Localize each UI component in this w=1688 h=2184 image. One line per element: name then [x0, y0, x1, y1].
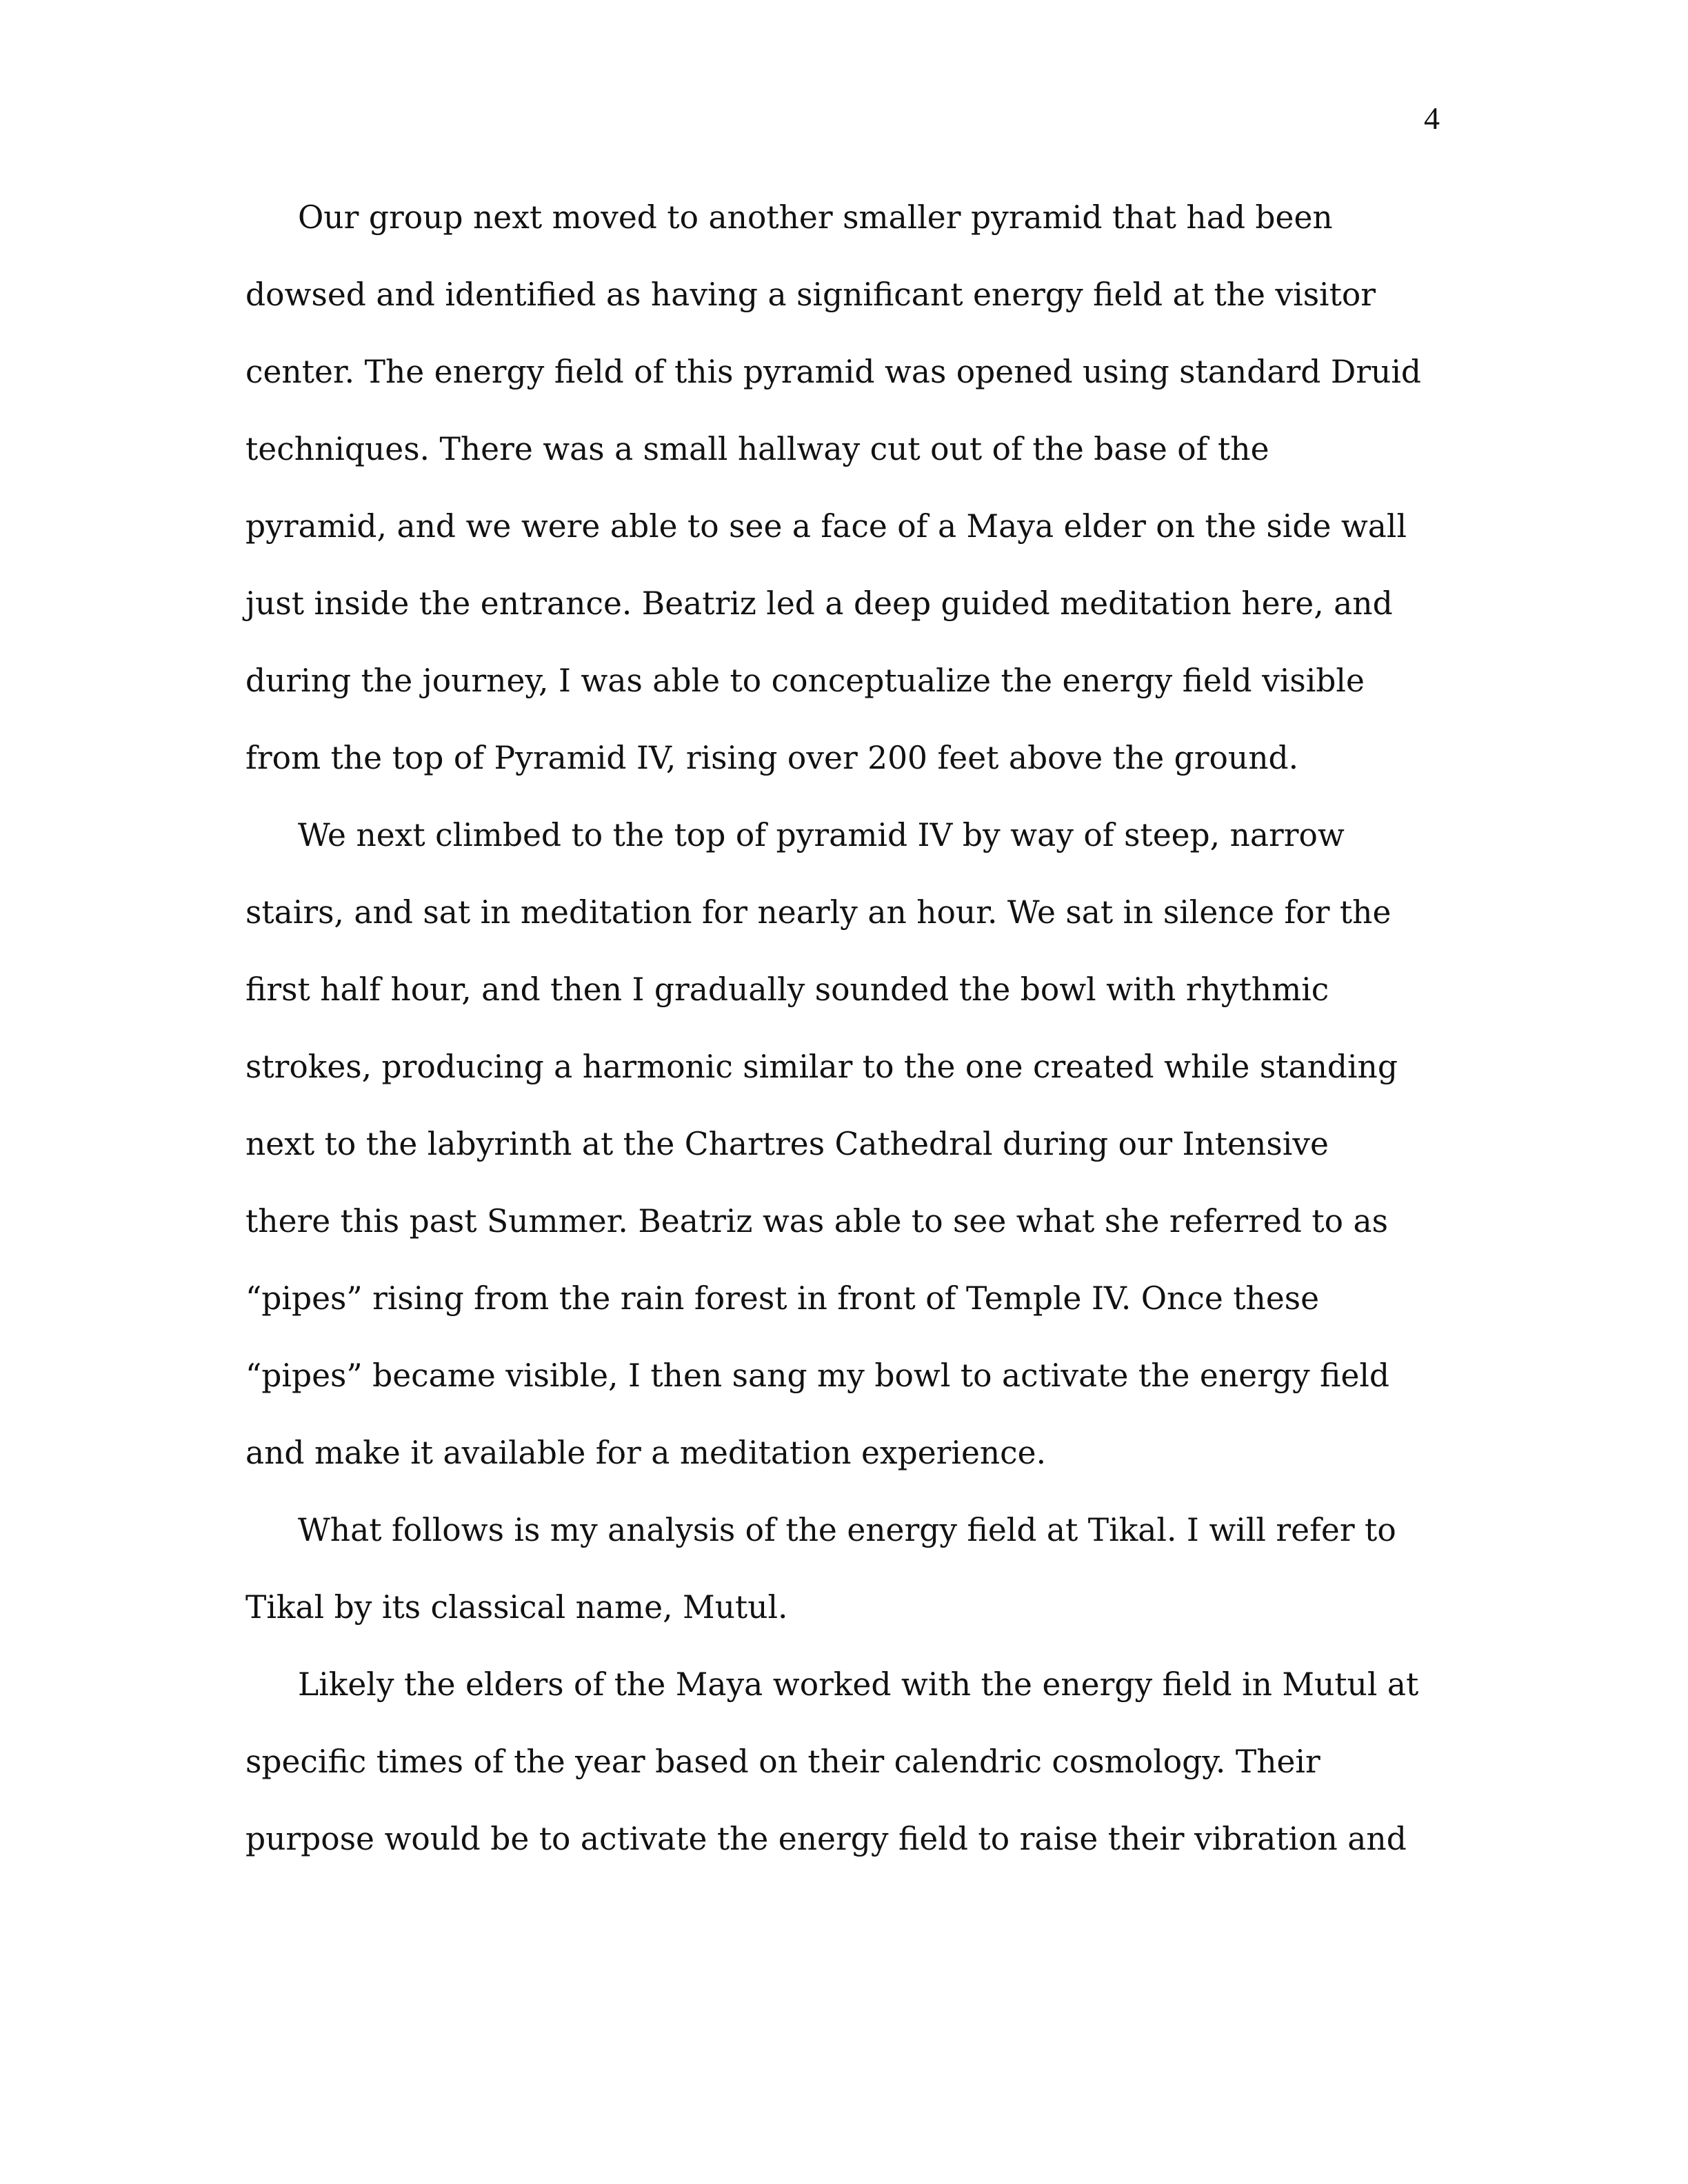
paragraph-2-line-4: strokes, producing a harmonic similar to the one created while standing — [245, 1049, 1398, 1085]
paragraph-1-line-3: center. The energy field of this pyramid was opened using standard Druid — [245, 354, 1422, 390]
body-text — [245, 193, 1459, 1892]
paragraph-1-line-8: from the top of Pyramid IV, rising over 200 feet above the ground. — [245, 740, 1299, 776]
paragraph-2-line-3: first half hour, and then I gradually sounded the bowl with rhythmic — [245, 971, 1329, 1008]
paragraph-2-line-7: “pipes” rising from the rain forest in front of Temple IV. Once these — [245, 1280, 1320, 1317]
paragraph-4-line-1: Likely the elders of the Maya worked with the energy field in Mutul at — [298, 1666, 1419, 1703]
paragraph-4-line-3: purpose would be to activate the energy field to raise their vibration and — [245, 1821, 1407, 1857]
paragraph-4-line-2: specific times of the year based on their calendric cosmology. Their — [245, 1743, 1320, 1780]
paragraph-2-line-2: stairs, and sat in meditation for nearly an hour. We sat in silence for the — [245, 894, 1391, 931]
paragraph-2-line-1: We next climbed to the top of pyramid IV by way of steep, narrow — [298, 817, 1345, 853]
paragraph-2-line-9: and make it available for a meditation experience. — [245, 1435, 1047, 1471]
paragraph-1-line-1: Our group next moved to another smaller pyramid that had been — [298, 199, 1333, 236]
paragraph-1-line-4: techniques. There was a small hallway cut out of the base of the — [245, 431, 1269, 467]
paragraph-1-line-7: during the journey, I was able to conceptualize the energy field visible — [245, 663, 1365, 699]
page-number: 4 — [1424, 101, 1440, 136]
paragraph-3-line-1: What follows is my analysis of the energy field at Tikal. I will refer to — [298, 1512, 1396, 1548]
paragraph-2-line-8: “pipes” became visible, I then sang my bowl to activate the energy field — [245, 1357, 1390, 1394]
paragraph-3-line-2: Tikal by its classical name, Mutul. — [245, 1589, 788, 1626]
paragraph-1-line-2: dowsed and identified as having a significant energy field at the visitor — [245, 276, 1376, 313]
paragraph-2-line-6: there this past Summer. Beatriz was able to see what she referred to as — [245, 1203, 1388, 1240]
paragraph-1-line-6: just inside the entrance. Beatriz led a deep guided meditation here, and — [245, 585, 1393, 622]
paragraph-2-line-5: next to the labyrinth at the Chartres Cathedral during our Intensive — [245, 1126, 1329, 1162]
paragraph-1-line-5: pyramid, and we were able to see a face of a Maya elder on the side wall — [245, 508, 1407, 545]
